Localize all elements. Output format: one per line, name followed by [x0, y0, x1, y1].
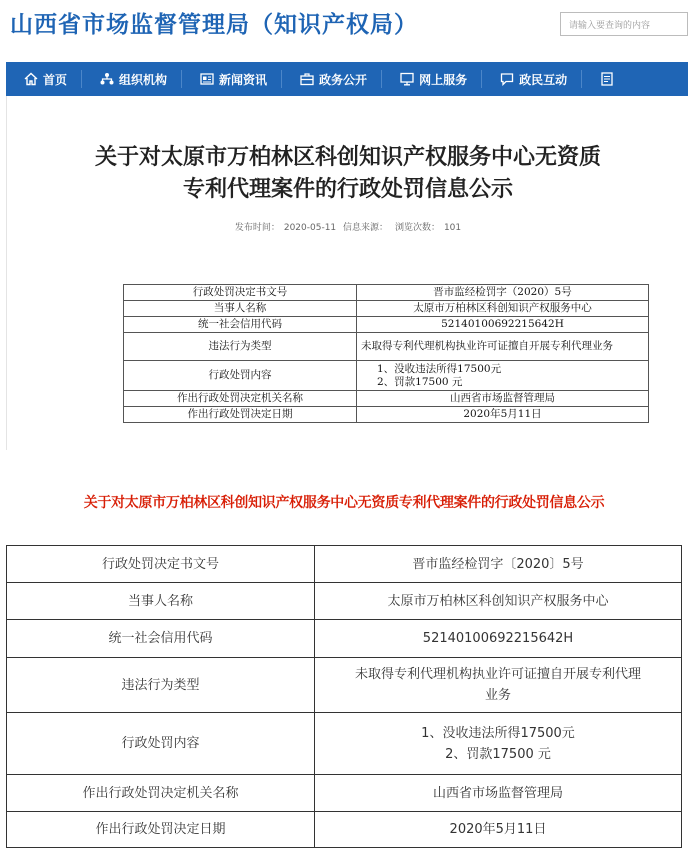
penalty-line: 1、没收违法所得17500元 — [421, 725, 575, 741]
nav-item-public-interaction[interactable] — [482, 62, 581, 96]
red-heading: 关于对太原市万柏林区科创知识产权服务中心无资质专利代理案件的行政处罚信息公示 — [83, 495, 605, 511]
table-cell-value: 52140100692215642H — [315, 620, 682, 658]
table-row — [7, 658, 682, 713]
table-row — [124, 301, 649, 317]
main-nav — [6, 62, 688, 96]
nav-item-label: 首页 — [43, 72, 68, 87]
nav-item-more[interactable] — [582, 62, 633, 96]
table-row — [7, 620, 682, 658]
violation-line: 未取得专利代理机构执业许可证擅自开展专利代理 — [354, 667, 641, 682]
site-header — [0, 0, 688, 60]
table-cell-value: 52140100692215642H — [357, 317, 649, 333]
chat-icon — [500, 72, 514, 86]
article-title-line: 关于对太原市万柏林区科创知识产权服务中心无资质 — [94, 145, 601, 170]
penalty-line: 2、罚款17500 元 — [377, 375, 463, 388]
publish-date: 2020-05-11 — [283, 223, 337, 233]
nav-item-home[interactable] — [6, 62, 81, 96]
table-cell-value: 晋市监经检罚字（2020）5号 — [357, 285, 649, 301]
nav-item-online-services[interactable] — [382, 62, 481, 96]
nav-item-label: 组织机构 — [119, 72, 168, 87]
nav-item-organization[interactable] — [82, 62, 181, 96]
table-cell-key: 作出行政处罚决定机关名称 — [7, 775, 315, 812]
table-cell-key: 违法行为类型 — [124, 333, 357, 361]
table-cell-key: 统一社会信用代码 — [7, 620, 315, 658]
table-cell-key: 作出行政处罚决定机关名称 — [124, 391, 357, 407]
home-icon — [24, 72, 38, 86]
table-row — [7, 775, 682, 812]
table-cell-value: 山西省市场监督管理局 — [315, 775, 682, 812]
table-cell-value: 2020年5月11日 — [357, 407, 649, 423]
penalty-table-original — [123, 284, 649, 423]
penalty-table — [6, 545, 682, 848]
nav-item-label: 政民互动 — [519, 72, 568, 87]
nav-item-label: 新闻资讯 — [219, 72, 268, 87]
table-row — [7, 812, 682, 848]
source-label: 信息来源： — [343, 223, 389, 233]
article-title — [7, 142, 688, 206]
views-label: 浏览次数： — [394, 223, 440, 233]
views-count: 101 — [443, 223, 462, 233]
table-cell-key: 违法行为类型 — [7, 658, 315, 713]
table-cell-value — [357, 361, 649, 391]
table-cell-key: 当事人名称 — [7, 583, 315, 620]
table-row — [7, 546, 682, 583]
article-title-line: 专利代理案件的行政处罚信息公示 — [182, 177, 513, 202]
nav-item-label: 政务公开 — [319, 72, 368, 87]
table-row — [7, 583, 682, 620]
site-title: 山西省市场监督管理局（知识产权局） — [10, 12, 418, 38]
table-cell-value: 2020年5月11日 — [315, 812, 682, 848]
publish-label: 发布时间： — [234, 223, 280, 233]
penalty-line: 2、罚款17500 元 — [445, 746, 551, 762]
nav-item-government-affairs[interactable] — [282, 62, 381, 96]
org-chart-icon — [100, 72, 114, 86]
nav-item-news[interactable] — [182, 62, 281, 96]
table-cell-key: 行政处罚内容 — [7, 713, 315, 775]
table-cell-key: 统一社会信用代码 — [124, 317, 357, 333]
table-cell-key: 行政处罚决定书文号 — [7, 546, 315, 583]
table-cell-value: 山西省市场监督管理局 — [357, 391, 649, 407]
table-row — [124, 391, 649, 407]
monitor-icon — [400, 72, 414, 86]
table-cell-value — [315, 658, 682, 713]
table-row — [124, 407, 649, 423]
table-cell-value — [315, 713, 682, 775]
article-panel — [6, 96, 688, 450]
table-cell-value: 太原市万柏林区科创知识产权服务中心 — [357, 301, 649, 317]
table-cell-key: 作出行政处罚决定日期 — [7, 812, 315, 848]
table-row — [124, 361, 649, 391]
table-row — [124, 333, 649, 361]
table-cell-key: 当事人名称 — [124, 301, 357, 317]
table-row — [124, 317, 649, 333]
table-cell-key: 作出行政处罚决定日期 — [124, 407, 357, 423]
table-cell-key: 行政处罚决定书文号 — [124, 285, 357, 301]
table-cell-value: 未取得专利代理机构执业许可证擅自开展专利代理业务 — [357, 333, 649, 361]
table-cell-value: 太原市万柏林区科创知识产权服务中心 — [315, 583, 682, 620]
briefcase-icon — [300, 72, 314, 86]
nav-item-label: 网上服务 — [419, 72, 468, 87]
document-icon — [600, 72, 614, 86]
table-row — [124, 285, 649, 301]
violation-line: 业务 — [484, 688, 511, 703]
table-row — [7, 713, 682, 775]
news-icon — [200, 72, 214, 86]
search-input[interactable]: 请输入要查询的内容 — [560, 12, 688, 36]
article-meta — [7, 220, 688, 233]
table-cell-key: 行政处罚内容 — [124, 361, 357, 391]
penalty-line: 1、没收违法所得17500元 — [377, 362, 502, 375]
table-cell-value: 晋市监经检罚字〔2020〕5号 — [315, 546, 682, 583]
